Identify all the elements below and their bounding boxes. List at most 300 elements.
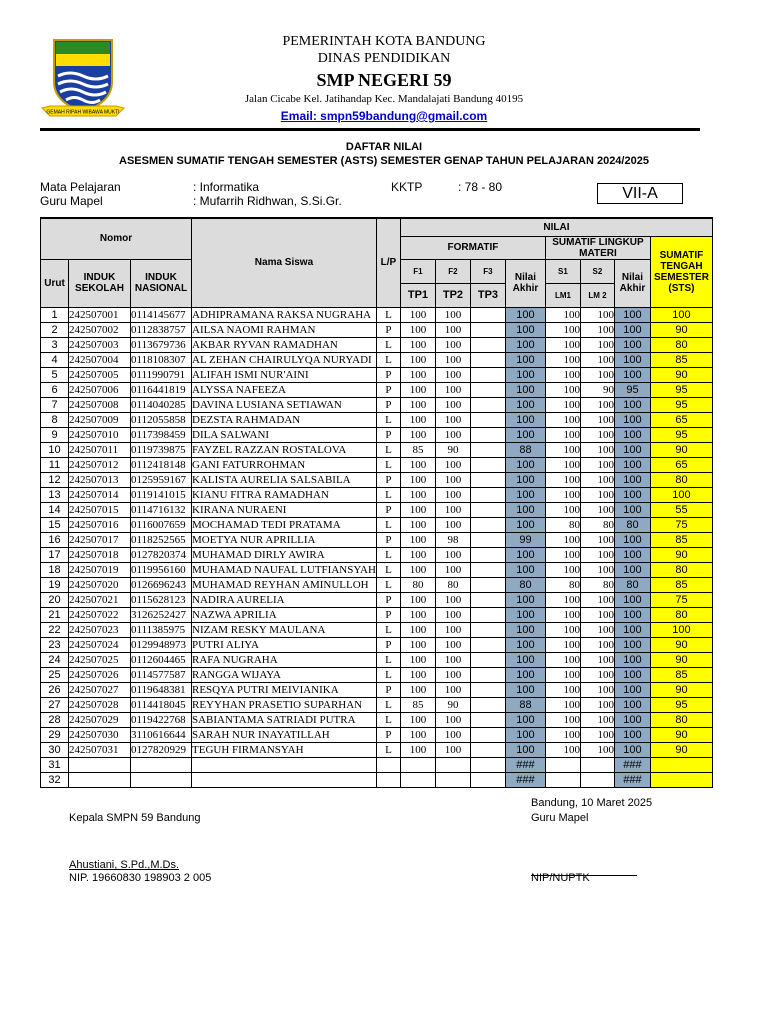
student-name: SARAH NUR INAYATILLAH [192, 727, 377, 742]
student-name: ALYSSA NAFEEZA [192, 382, 377, 397]
teacher-value: : Mufarrih Ridhwan, S.Si.Gr. [193, 194, 342, 208]
student-nis: 242507021 [69, 592, 131, 607]
score-lm2: 100 [580, 427, 614, 442]
score-tp1: 100 [400, 487, 435, 502]
score-nilai-akhir: 100 [505, 322, 545, 337]
student-nisn: 0114040285 [131, 397, 192, 412]
table-row [41, 307, 713, 322]
table-row [41, 697, 713, 712]
student-lp: P [376, 322, 400, 337]
score-nilai-akhir: 100 [505, 337, 545, 352]
score-tp1: 100 [400, 562, 435, 577]
score-tp1: 100 [400, 637, 435, 652]
score-tp1: 80 [400, 577, 435, 592]
teacher-nip-label: NIP/NUPTK [531, 872, 590, 884]
student-no: 16 [41, 532, 69, 547]
score-lm2: 100 [580, 547, 614, 562]
col-nilai-akhir-lm: Nilai Akhir [614, 259, 650, 307]
student-nisn: 0127820374 [131, 547, 192, 562]
score-tp2: 100 [435, 607, 470, 622]
table-row [41, 607, 713, 622]
score-sts: 100 [650, 622, 712, 637]
score-tp1: 100 [400, 322, 435, 337]
score-lm1 [545, 772, 580, 787]
doc-title: DAFTAR NILAI [345, 141, 423, 153]
student-no: 26 [41, 682, 69, 697]
score-tp1: 100 [400, 607, 435, 622]
score-nilai-akhir: 100 [505, 682, 545, 697]
score-tp2: 100 [435, 487, 470, 502]
score-nilai-akhir-lm: 80 [614, 517, 650, 532]
student-nisn: 0119141015 [131, 487, 192, 502]
score-nilai-akhir-lm: 100 [614, 322, 650, 337]
student-name: MUHAMAD NAUFAL LUTFIANSYAH [192, 563, 376, 576]
student-no: 6 [41, 382, 69, 397]
score-sts [650, 772, 712, 787]
student-nis: 242507012 [69, 457, 131, 472]
score-sts: 95 [650, 397, 712, 412]
student-nis: 242507024 [69, 637, 131, 652]
student-name [192, 757, 377, 772]
student-no: 24 [41, 652, 69, 667]
subject-value: : Informatika [193, 180, 260, 194]
score-nilai-akhir: 88 [505, 697, 545, 712]
score-tp3 [470, 397, 505, 412]
col-tp3: TP3 [470, 283, 505, 307]
score-tp2: 100 [435, 472, 470, 487]
score-tp3 [470, 502, 505, 517]
teacher-label: Guru Mapel [40, 194, 103, 208]
student-no: 2 [41, 322, 69, 337]
score-nilai-akhir-lm: 100 [614, 457, 650, 472]
col-s2: S2 [580, 259, 614, 283]
score-lm1: 100 [545, 457, 580, 472]
col-urut: Urut [41, 259, 69, 307]
score-lm1: 80 [545, 577, 580, 592]
score-nilai-akhir: 100 [505, 382, 545, 397]
student-nis: 242507011 [69, 442, 131, 457]
score-sts: 90 [650, 742, 712, 757]
kktp-label: KKTP [391, 180, 423, 194]
student-nisn: 0114145677 [131, 307, 192, 322]
score-lm1: 100 [545, 622, 580, 637]
score-nilai-akhir-lm: 100 [614, 472, 650, 487]
score-lm1: 100 [545, 382, 580, 397]
student-no: 12 [41, 472, 69, 487]
student-nis [69, 757, 131, 772]
score-lm1: 100 [545, 652, 580, 667]
student-nis: 242507031 [69, 742, 131, 757]
score-nilai-akhir: 100 [505, 727, 545, 742]
student-lp: P [376, 592, 400, 607]
school-name: SMP NEGERI 59 [316, 70, 452, 90]
table-row [41, 652, 713, 667]
score-lm1: 100 [545, 352, 580, 367]
score-sts: 90 [650, 652, 712, 667]
score-sts: 80 [650, 562, 712, 577]
score-tp3 [470, 622, 505, 637]
student-no: 4 [41, 352, 69, 367]
score-nilai-akhir: 100 [505, 502, 545, 517]
score-sts: 80 [650, 337, 712, 352]
score-nilai-akhir-lm: 100 [614, 622, 650, 637]
score-nilai-akhir-lm: 100 [614, 502, 650, 517]
col-f2: F2 [435, 259, 470, 283]
score-sts: 65 [650, 412, 712, 427]
score-sts: 80 [650, 472, 712, 487]
score-nilai-akhir: 100 [505, 562, 545, 577]
score-tp2: 100 [435, 322, 470, 337]
col-tp1: TP1 [400, 283, 435, 307]
score-nilai-akhir-lm: 100 [614, 352, 650, 367]
student-no: 14 [41, 502, 69, 517]
score-tp3 [470, 562, 505, 577]
student-name: AL ZEHAN CHAIRULYQA NURYADI [192, 352, 377, 367]
student-nis: 242507015 [69, 502, 131, 517]
student-name: DILA SALWANI [192, 427, 377, 442]
col-nama-siswa: Nama Siswa [192, 218, 377, 307]
student-name: SABIANTAMA SATRIADI PUTRA [192, 712, 377, 727]
score-sts: 95 [650, 382, 712, 397]
col-f1: F1 [400, 259, 435, 283]
student-nisn: 0119956160 [131, 562, 192, 577]
student-nisn: 0114716132 [131, 502, 192, 517]
student-name: FAYZEL RAZZAN ROSTALOVA [192, 442, 377, 457]
student-name: NIZAM RESKY MAULANA [192, 622, 377, 637]
table-row [41, 712, 713, 727]
score-sts: 75 [650, 592, 712, 607]
score-tp2 [435, 772, 470, 787]
subject-label: Mata Pelajaran [40, 180, 121, 194]
student-lp: P [376, 397, 400, 412]
score-tp1: 100 [400, 457, 435, 472]
student-nis: 242507004 [69, 352, 131, 367]
student-no: 1 [41, 307, 69, 322]
table-row [41, 727, 713, 742]
score-tp1: 100 [400, 532, 435, 547]
score-lm1: 100 [545, 697, 580, 712]
col-sumatif-lm: SUMATIF LINGKUP MATERI [545, 236, 650, 259]
score-lm2 [580, 772, 614, 787]
score-nilai-akhir: 100 [505, 412, 545, 427]
table-row [41, 772, 713, 787]
score-tp3 [470, 442, 505, 457]
score-lm2: 100 [580, 352, 614, 367]
student-lp: P [376, 532, 400, 547]
student-lp: L [376, 712, 400, 727]
score-lm2: 100 [580, 322, 614, 337]
grades-table [40, 217, 713, 788]
table-row [41, 667, 713, 682]
student-lp: L [376, 577, 400, 592]
table-row [41, 637, 713, 652]
score-sts: 90 [650, 727, 712, 742]
score-nilai-akhir: 100 [505, 457, 545, 472]
score-tp2: 100 [435, 427, 470, 442]
student-name: RANGGA WIJAYA [192, 667, 377, 682]
score-tp2: 100 [435, 682, 470, 697]
student-lp: P [376, 427, 400, 442]
student-name: MUHAMAD DIRLY AWIRA [192, 547, 377, 562]
student-nis: 242507022 [69, 607, 131, 622]
teacher-sign-title: Guru Mapel [531, 812, 589, 824]
score-sts: 85 [650, 667, 712, 682]
student-nisn: 0125959167 [131, 472, 192, 487]
score-tp2: 100 [435, 502, 470, 517]
score-lm1: 100 [545, 367, 580, 382]
score-nilai-akhir: 100 [505, 547, 545, 562]
score-nilai-akhir: 100 [505, 427, 545, 442]
score-lm1: 100 [545, 307, 580, 322]
student-no: 21 [41, 607, 69, 622]
student-nisn: 0119422768 [131, 712, 192, 727]
score-lm2: 100 [580, 457, 614, 472]
score-sts: 85 [650, 352, 712, 367]
headmaster-name: Ahustiani, S.Pd.,M.Ds. [69, 859, 180, 871]
score-tp2: 100 [435, 712, 470, 727]
score-lm1: 100 [545, 322, 580, 337]
score-tp2: 100 [435, 352, 470, 367]
score-tp2: 100 [435, 307, 470, 322]
score-nilai-akhir: 100 [505, 472, 545, 487]
score-nilai-akhir-lm: 100 [614, 607, 650, 622]
student-nisn: 3126252427 [131, 607, 192, 622]
student-nis: 242507002 [69, 322, 131, 337]
score-lm2: 100 [580, 307, 614, 322]
score-tp2: 100 [435, 652, 470, 667]
score-nilai-akhir: 100 [505, 367, 545, 382]
student-nis: 242507025 [69, 652, 131, 667]
student-name: KIANU FITRA RAMADHAN [192, 487, 377, 502]
student-nis: 242507008 [69, 397, 131, 412]
score-nilai-akhir: 100 [505, 667, 545, 682]
student-lp: L [376, 547, 400, 562]
col-induk-sekolah: INDUK SEKOLAH [69, 259, 131, 307]
score-lm1: 100 [545, 472, 580, 487]
student-name: DEZSTA RAHMADAN [192, 412, 377, 427]
score-tp2: 100 [435, 622, 470, 637]
student-nisn: 0126696243 [131, 577, 192, 592]
student-name: KIRANA NURAENI [192, 502, 377, 517]
table-row [41, 577, 713, 592]
score-tp3 [470, 472, 505, 487]
student-nisn: 0112604465 [131, 652, 192, 667]
score-tp1: 100 [400, 397, 435, 412]
student-nisn: 0119648381 [131, 682, 192, 697]
table-row [41, 442, 713, 457]
score-lm1: 100 [545, 427, 580, 442]
table-row [41, 397, 713, 412]
score-nilai-akhir: 100 [505, 607, 545, 622]
student-nisn: 0112838757 [131, 322, 192, 337]
score-lm1: 100 [545, 487, 580, 502]
student-no: 20 [41, 592, 69, 607]
table-row [41, 457, 713, 472]
student-name: AILSA NAOMI RAHMAN [192, 322, 377, 337]
score-lm1: 100 [545, 667, 580, 682]
score-lm1: 100 [545, 712, 580, 727]
score-lm2: 100 [580, 742, 614, 757]
student-no: 18 [41, 562, 69, 577]
score-tp3 [470, 382, 505, 397]
score-sts: 65 [650, 457, 712, 472]
score-nilai-akhir-lm: 100 [614, 307, 650, 322]
student-no: 17 [41, 547, 69, 562]
score-tp3 [470, 742, 505, 757]
score-lm2: 100 [580, 727, 614, 742]
score-tp1: 100 [400, 667, 435, 682]
score-lm2: 100 [580, 712, 614, 727]
score-nilai-akhir-lm: 100 [614, 592, 650, 607]
score-tp3 [470, 532, 505, 547]
score-lm2: 100 [580, 667, 614, 682]
score-nilai-akhir-lm: 100 [614, 547, 650, 562]
score-lm1 [545, 757, 580, 772]
student-no: 19 [41, 577, 69, 592]
score-lm1: 100 [545, 532, 580, 547]
score-sts: 75 [650, 517, 712, 532]
student-nisn: 0118108307 [131, 352, 192, 367]
score-tp3 [470, 712, 505, 727]
score-tp3 [470, 577, 505, 592]
score-nilai-akhir-lm: 100 [614, 682, 650, 697]
student-lp: P [376, 382, 400, 397]
student-nisn: 0114418045 [131, 697, 192, 712]
col-f3: F3 [470, 259, 505, 283]
score-tp2: 80 [435, 577, 470, 592]
student-nisn: 0113679736 [131, 337, 192, 352]
score-tp3 [470, 682, 505, 697]
score-nilai-akhir-lm: 100 [614, 487, 650, 502]
score-lm1: 100 [545, 742, 580, 757]
student-no: 22 [41, 622, 69, 637]
score-lm1: 100 [545, 547, 580, 562]
student-nisn: 3110616644 [131, 727, 192, 742]
score-nilai-akhir-lm: 100 [614, 532, 650, 547]
score-nilai-akhir-lm: 95 [614, 382, 650, 397]
score-tp1: 100 [400, 367, 435, 382]
score-tp1: 100 [400, 427, 435, 442]
table-row [41, 382, 713, 397]
table-row [41, 352, 713, 367]
col-induk-nasional: INDUK NASIONAL [131, 259, 192, 307]
student-nis [69, 772, 131, 787]
score-tp1: 100 [400, 652, 435, 667]
score-nilai-akhir: 100 [505, 637, 545, 652]
score-lm2: 100 [580, 337, 614, 352]
score-tp2: 100 [435, 727, 470, 742]
student-no: 29 [41, 727, 69, 742]
student-nisn: 0129948973 [131, 637, 192, 652]
score-tp2: 100 [435, 742, 470, 757]
score-lm2: 100 [580, 652, 614, 667]
score-tp2: 100 [435, 337, 470, 352]
student-nis: 242507013 [69, 472, 131, 487]
score-lm2: 80 [580, 577, 614, 592]
score-nilai-akhir-lm: 100 [614, 427, 650, 442]
student-name: TEGUH FIRMANSYAH [192, 742, 377, 757]
student-lp: P [376, 637, 400, 652]
score-nilai-akhir-lm: 100 [614, 397, 650, 412]
score-tp1: 100 [400, 742, 435, 757]
col-nilai: NILAI [400, 218, 712, 236]
score-tp1: 100 [400, 682, 435, 697]
student-no: 28 [41, 712, 69, 727]
score-sts: 100 [650, 487, 712, 502]
score-lm2: 100 [580, 532, 614, 547]
score-sts: 90 [650, 682, 712, 697]
score-tp1: 100 [400, 307, 435, 322]
score-sts: 95 [650, 697, 712, 712]
student-name: ALIFAH ISMI NUR'AINI [192, 367, 377, 382]
table-row [41, 502, 713, 517]
student-name: DAVINA LUSIANA SETIAWAN [192, 397, 377, 412]
student-name: NAZWA APRILIA [192, 607, 377, 622]
student-nis: 242507017 [69, 532, 131, 547]
score-sts [650, 757, 712, 772]
student-lp: L [376, 562, 400, 577]
col-lm2: LM 2 [580, 283, 614, 307]
score-lm1: 100 [545, 727, 580, 742]
score-sts: 80 [650, 712, 712, 727]
score-lm2: 80 [580, 517, 614, 532]
school-email-link[interactable]: Email: smpn59bandung@gmail.com [280, 109, 488, 123]
student-nis: 242507019 [69, 562, 131, 577]
score-sts: 80 [650, 607, 712, 622]
student-lp: L [376, 442, 400, 457]
score-nilai-akhir-lm: 80 [614, 577, 650, 592]
score-lm2: 100 [580, 397, 614, 412]
score-tp2: 100 [435, 457, 470, 472]
header-divider [40, 128, 700, 131]
col-tp2: TP2 [435, 283, 470, 307]
score-tp2: 100 [435, 592, 470, 607]
student-nisn: 0111385975 [131, 622, 192, 637]
table-row [41, 547, 713, 562]
score-lm1: 100 [545, 682, 580, 697]
table-row [41, 757, 713, 772]
score-tp1: 100 [400, 382, 435, 397]
score-nilai-akhir: 100 [505, 622, 545, 637]
score-tp1: 100 [400, 472, 435, 487]
score-tp2: 100 [435, 667, 470, 682]
score-lm2: 100 [580, 637, 614, 652]
score-nilai-akhir: 100 [505, 742, 545, 757]
score-sts: 90 [650, 322, 712, 337]
student-nis: 242507016 [69, 517, 131, 532]
score-lm2: 100 [580, 487, 614, 502]
score-nilai-akhir-lm: 100 [614, 412, 650, 427]
student-nisn: 0112418148 [131, 457, 192, 472]
score-tp2: 100 [435, 382, 470, 397]
score-nilai-akhir-lm: 100 [614, 652, 650, 667]
student-name: RESQYA PUTRI MEIVIANIKA [192, 682, 377, 697]
student-name: NADIRA AURELIA [192, 592, 377, 607]
student-nis: 242507029 [69, 712, 131, 727]
score-lm1: 100 [545, 607, 580, 622]
kktp-value: : 78 - 80 [458, 180, 503, 194]
score-nilai-akhir: 100 [505, 592, 545, 607]
score-nilai-akhir-lm: 100 [614, 637, 650, 652]
student-name: MOCHAMAD TEDI PRATAMA [192, 517, 377, 532]
student-nis: 242507030 [69, 727, 131, 742]
score-tp3 [470, 367, 505, 382]
score-lm2: 100 [580, 607, 614, 622]
score-tp2: 100 [435, 397, 470, 412]
student-nis: 242507018 [69, 547, 131, 562]
score-tp1: 100 [400, 502, 435, 517]
score-tp1: 85 [400, 442, 435, 457]
